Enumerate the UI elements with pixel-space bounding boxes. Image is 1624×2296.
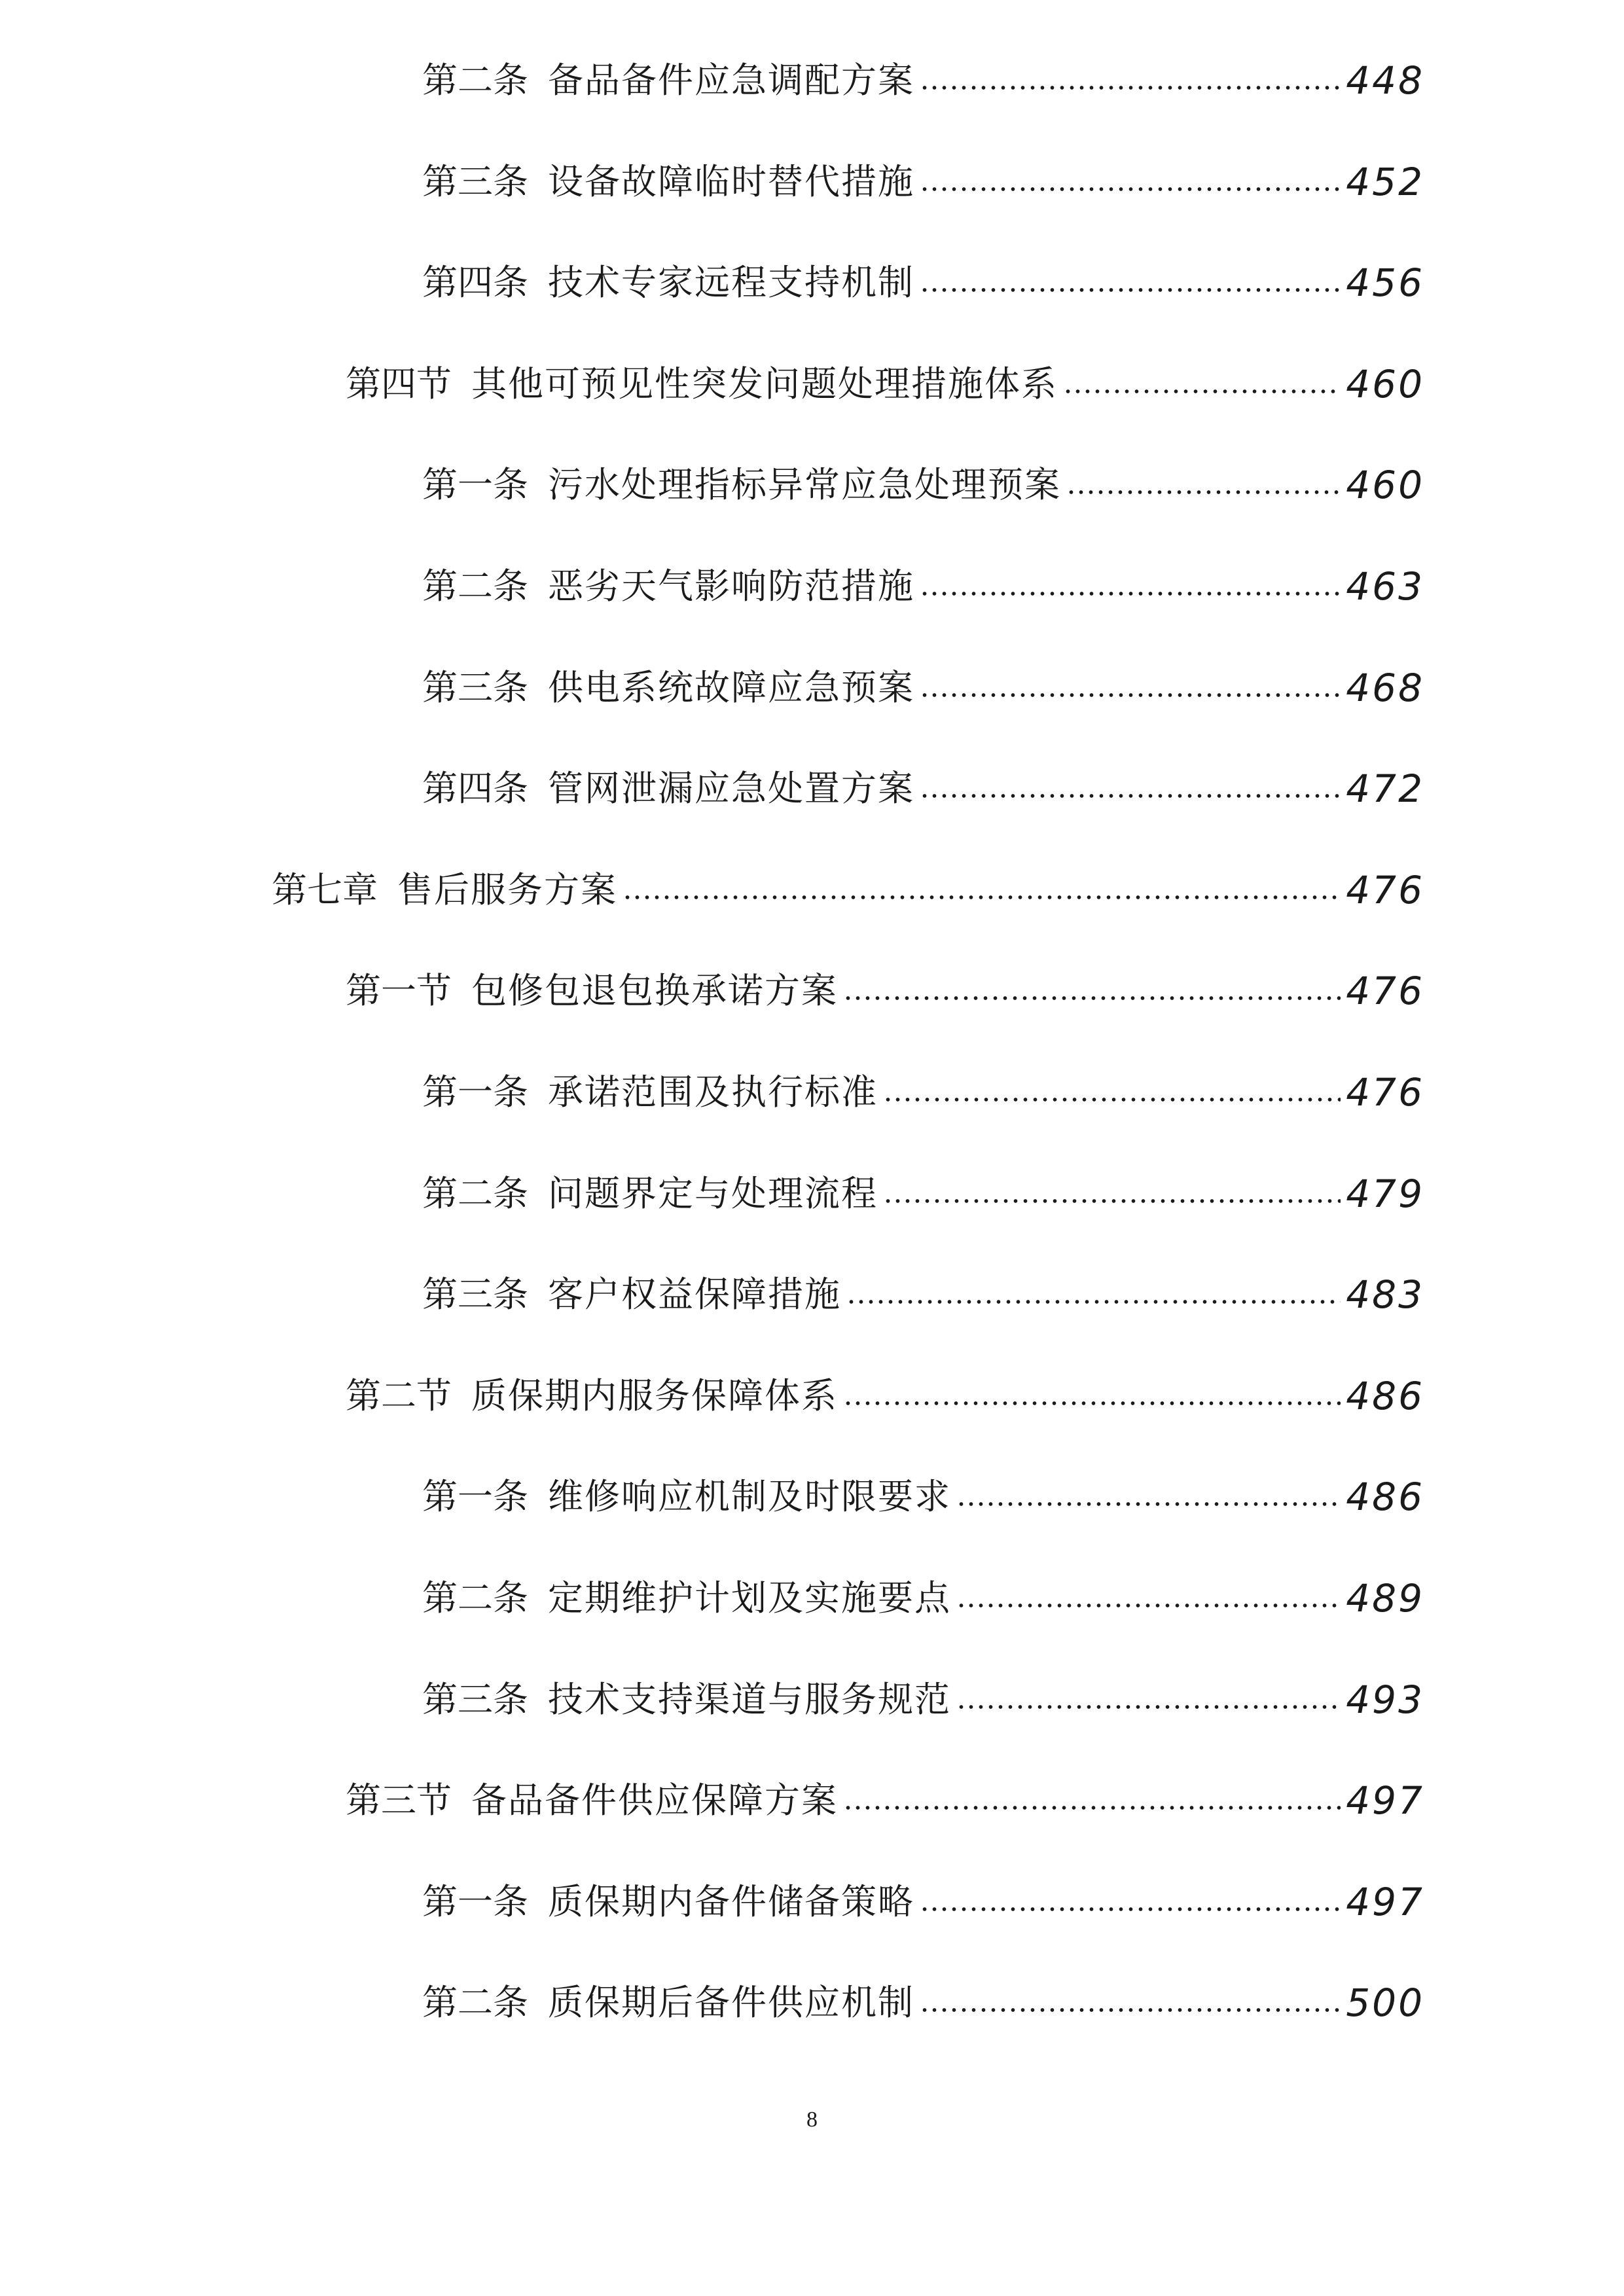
- toc-entry-number: 第七章: [272, 869, 378, 910]
- dot-leader: [920, 287, 1341, 293]
- toc-entry-chapter[interactable]: [272, 857, 1424, 923]
- toc-entry-title: 包修包退包换承诺方案: [471, 970, 838, 1011]
- toc-entry-page: 456: [1346, 260, 1424, 305]
- toc-entry-number: 第二条: [422, 1577, 528, 1619]
- dot-leader: [956, 1501, 1341, 1507]
- toc-entry-article[interactable]: [422, 1970, 1424, 2036]
- dot-leader: [920, 1907, 1341, 1912]
- toc-entry-title: 技术专家远程支持机制: [548, 262, 914, 303]
- toc-entry-page: 463: [1346, 564, 1424, 609]
- dot-leader: [920, 187, 1341, 192]
- toc-entry-article[interactable]: [422, 756, 1424, 821]
- toc-entry-article[interactable]: [422, 1869, 1424, 1935]
- toc-entry-page: 460: [1346, 362, 1424, 406]
- dot-leader: [920, 793, 1341, 798]
- toc-entry-article[interactable]: [422, 1060, 1424, 1125]
- toc-entry-page: 452: [1346, 160, 1424, 204]
- toc-entry-title: 恶劣天气影响防范措施: [548, 565, 914, 607]
- dot-leader: [843, 996, 1341, 1001]
- dot-leader: [843, 1401, 1341, 1406]
- dot-leader: [956, 1603, 1341, 1608]
- toc-entry-title: 其他可预见性突发问题处理措施体系: [471, 363, 1058, 404]
- toc-entry-number: 第二条: [422, 565, 528, 607]
- dot-leader: [920, 85, 1341, 90]
- toc-entry-title: 技术支持渠道与服务规范: [548, 1679, 951, 1720]
- toc-entry-article[interactable]: [422, 149, 1424, 215]
- toc-entry-title: 污水处理指标异常应急处理预案: [548, 464, 1061, 505]
- toc-entry-number: 第二条: [422, 1982, 528, 2023]
- toc-entry-title: 质保期后备件供应机制: [548, 1982, 914, 2023]
- toc-entry-page: 486: [1346, 1374, 1424, 1418]
- page-number: 8: [806, 2108, 818, 2132]
- toc-entry-article[interactable]: [422, 48, 1424, 113]
- toc-entry-page: 493: [1346, 1677, 1424, 1722]
- toc-entry-page: 483: [1346, 1272, 1424, 1317]
- toc-entry-title: 备品备件应急调配方案: [548, 60, 914, 101]
- toc-entry-article[interactable]: [422, 655, 1424, 721]
- toc-entry-number: 第四条: [422, 768, 528, 809]
- dot-leader: [1066, 490, 1341, 495]
- toc-entry-section[interactable]: [346, 1768, 1424, 1833]
- toc-entry-title: 供电系统故障应急预案: [548, 667, 914, 708]
- toc-entry-number: 第二节: [346, 1375, 452, 1416]
- toc-entry-title: 售后服务方案: [397, 869, 617, 910]
- toc-entry-article[interactable]: [422, 250, 1424, 315]
- toc-entry-number: 第三条: [422, 667, 528, 708]
- toc-entry-page: 479: [1346, 1172, 1424, 1216]
- toc-entry-section[interactable]: [346, 351, 1424, 417]
- toc-entry-page: 497: [1346, 1778, 1424, 1823]
- dot-leader: [843, 1805, 1341, 1810]
- toc-entry-number: 第三条: [422, 1274, 528, 1315]
- toc-entry-number: 第三条: [422, 161, 528, 202]
- dot-leader: [883, 1198, 1341, 1204]
- toc-entry-page: 476: [1346, 1070, 1424, 1115]
- toc-entry-article[interactable]: [422, 554, 1424, 619]
- toc-entry-title: 定期维护计划及实施要点: [548, 1577, 951, 1619]
- toc-entry-title: 维修响应机制及时限要求: [548, 1476, 951, 1517]
- toc-entry-page: 486: [1346, 1475, 1424, 1519]
- toc-entry-page: 497: [1346, 1880, 1424, 1924]
- toc-entry-article[interactable]: [422, 1667, 1424, 1732]
- toc-entry-title: 质保期内服务保障体系: [471, 1375, 838, 1416]
- toc-entry-article[interactable]: [422, 1161, 1424, 1227]
- toc-entry-title: 问题界定与处理流程: [548, 1173, 878, 1214]
- toc-entry-page: 476: [1346, 868, 1424, 912]
- dot-leader: [846, 1299, 1341, 1304]
- toc-entry-number: 第一条: [422, 464, 528, 505]
- toc-entry-title: 管网泄漏应急处置方案: [548, 768, 914, 809]
- toc-entry-page: 448: [1346, 58, 1424, 103]
- dot-leader: [883, 1097, 1341, 1102]
- toc-entry-section[interactable]: [346, 1363, 1424, 1429]
- toc-entry-number: 第四节: [346, 363, 452, 404]
- toc-entry-article[interactable]: [422, 1262, 1424, 1327]
- dot-leader: [623, 895, 1341, 900]
- dot-leader: [956, 1704, 1341, 1710]
- toc-entry-article[interactable]: [422, 1464, 1424, 1530]
- toc-entry-title: 质保期内备件储备策略: [548, 1881, 914, 1922]
- toc-entry-page: 500: [1346, 1981, 1424, 2025]
- toc-entry-number: 第三节: [346, 1780, 452, 1821]
- toc-entry-number: 第二条: [422, 60, 528, 101]
- dot-leader: [920, 692, 1341, 698]
- dot-leader: [920, 2007, 1341, 2013]
- toc-entry-page: 472: [1346, 766, 1424, 811]
- toc-entry-number: 第三条: [422, 1679, 528, 1720]
- toc-entry-section[interactable]: [346, 958, 1424, 1024]
- toc-entry-number: 第一条: [422, 1476, 528, 1517]
- toc-entry-number: 第二条: [422, 1173, 528, 1214]
- toc-entry-article[interactable]: [422, 452, 1424, 518]
- dot-leader: [920, 591, 1341, 596]
- toc-entry-title: 客户权益保障措施: [548, 1274, 841, 1315]
- dot-leader: [1063, 389, 1341, 394]
- toc-entry-title: 设备故障临时替代措施: [548, 161, 914, 202]
- toc-entry-number: 第一节: [346, 970, 452, 1011]
- toc-entry-article[interactable]: [422, 1566, 1424, 1631]
- toc-entry-page: 489: [1346, 1576, 1424, 1621]
- toc-entry-page: 468: [1346, 666, 1424, 710]
- toc-entry-number: 第四条: [422, 262, 528, 303]
- toc-entry-title: 承诺范围及执行标准: [548, 1071, 878, 1113]
- toc-entry-number: 第一条: [422, 1071, 528, 1113]
- toc-entry-page: 476: [1346, 969, 1424, 1013]
- toc-entry-title: 备品备件供应保障方案: [471, 1780, 838, 1821]
- toc-entry-number: 第一条: [422, 1881, 528, 1922]
- toc-entry-page: 460: [1346, 463, 1424, 507]
